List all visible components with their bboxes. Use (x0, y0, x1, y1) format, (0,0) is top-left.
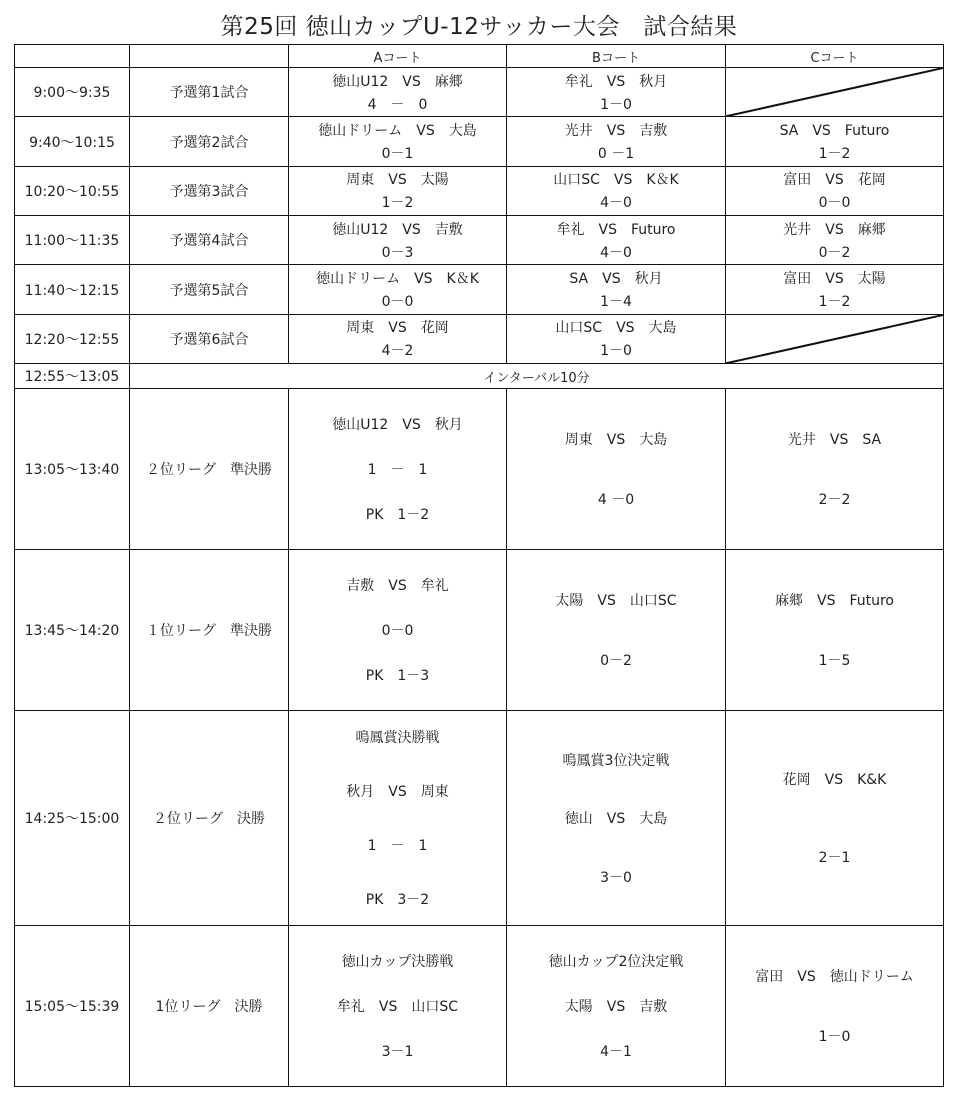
court-c-cell (726, 711, 944, 925)
match-line: 秋月 VS 周東 (346, 784, 449, 801)
court-a-cell (289, 925, 507, 1086)
match-line: 徳山U12 VS 吉敷 (332, 221, 463, 238)
court-a-cell (289, 216, 507, 265)
page-title: 第25回 徳山カップU-12サッカー大会 試合結果 (220, 14, 738, 40)
court-b-cell (507, 711, 726, 925)
match-line: 1－0 (600, 96, 632, 113)
court-a-cell (289, 265, 507, 314)
round-cell: ２位リーグ 決勝 (130, 711, 289, 925)
match-line: 吉敷 VS 牟礼 (346, 578, 449, 595)
round-cell: 1位リーグ 決勝 (130, 925, 289, 1086)
match-line: 花岡 VS K&K (782, 772, 887, 789)
match-line: 鳴鳳賞3位決定戦 (562, 752, 670, 769)
match-line: 4 －0 (597, 492, 635, 509)
match-line: 1－2 (818, 294, 851, 311)
header-court-a: Aコート (289, 45, 507, 68)
court-a-cell (289, 117, 507, 166)
match-line: 麻郷 VS Futuro (775, 593, 894, 610)
match-line: 0－3 (381, 244, 414, 261)
court-a-cell (289, 166, 507, 215)
round-cell: 予選第3試合 (130, 166, 289, 215)
court-b-cell (507, 166, 726, 215)
match-line: 3－0 (600, 869, 632, 886)
results-table (14, 44, 944, 1087)
final-row (15, 550, 944, 711)
court-b-cell (507, 265, 726, 314)
match-line: 太陽 VS 吉敷 (564, 998, 668, 1015)
court-b-cell (507, 68, 726, 117)
court-b-cell (507, 314, 726, 363)
match-line: 1 － 1 (367, 838, 428, 855)
match-line: 徳山カップ決勝戦 (341, 953, 454, 970)
round-cell: 予選第6試合 (130, 314, 289, 363)
court-c-cell-empty (726, 68, 944, 117)
time-cell: 13:05～13:40 (15, 389, 130, 550)
match-line: 0－0 (381, 294, 414, 311)
match-line: 0 －1 (597, 146, 635, 163)
final-row (15, 925, 944, 1086)
match-line: 光井 VS 麻郷 (783, 221, 886, 238)
match-line: 太陽 VS 山口SC (555, 593, 677, 610)
match-line: 1－4 (600, 294, 632, 311)
court-c-cell-empty (726, 314, 944, 363)
match-line: PK 3－2 (365, 892, 430, 909)
court-b-cell (507, 550, 726, 711)
match-line: 2－1 (818, 850, 851, 867)
match-line: 光井 VS 吉敷 (564, 123, 668, 140)
interval-row (15, 364, 944, 389)
match-line: 牟礼 VS Futuro (556, 221, 676, 238)
match-row (15, 117, 944, 166)
match-line: 1－0 (818, 1028, 851, 1045)
match-line: 1 － 1 (367, 462, 428, 479)
match-line: 光井 VS SA (787, 432, 882, 449)
match-line: 1－0 (600, 343, 632, 360)
court-b-cell (507, 389, 726, 550)
diagonal-slash (726, 68, 943, 116)
match-row (15, 314, 944, 363)
header-time (15, 45, 130, 68)
round-cell: 予選第2試合 (130, 117, 289, 166)
time-cell: 12:20～12:55 (15, 314, 130, 363)
round-cell: ２位リーグ 準決勝 (130, 389, 289, 550)
match-line: 0－2 (600, 653, 632, 670)
header-court-b: Bコート (507, 45, 726, 68)
header-row (15, 45, 944, 68)
match-line: 徳山U12 VS 麻郷 (332, 73, 463, 90)
court-c-cell (726, 550, 944, 711)
match-line: 富田 VS 徳山ドリーム (755, 968, 914, 985)
court-b-cell (507, 216, 726, 265)
time-cell: 11:40～12:15 (15, 265, 130, 314)
match-row (15, 216, 944, 265)
match-line: PK 1－3 (365, 668, 430, 685)
time-cell: 9:40～10:15 (15, 117, 130, 166)
match-line: 4－2 (381, 343, 414, 360)
match-line: PK 1－2 (365, 507, 430, 524)
time-cell: 11:00～11:35 (15, 216, 130, 265)
match-line: 4－0 (600, 195, 632, 212)
court-c-cell (726, 216, 944, 265)
match-line: 山口SC VS K＆K (553, 172, 679, 189)
time-cell: 14:25～15:00 (15, 711, 130, 925)
time-cell: 10:20～10:55 (15, 166, 130, 215)
court-a-cell (289, 711, 507, 925)
interval-cell: インターバル10分 (130, 364, 944, 389)
match-line: 周東 VS 太陽 (346, 172, 449, 189)
diagonal-slash (726, 315, 943, 363)
court-a-cell (289, 389, 507, 550)
match-line: SA VS Futuro (779, 123, 890, 140)
court-b-cell (507, 117, 726, 166)
time-cell: 12:55～13:05 (15, 364, 130, 389)
final-row (15, 711, 944, 925)
court-b-cell (507, 925, 726, 1086)
header-match (130, 45, 289, 68)
court-a-cell (289, 68, 507, 117)
match-line: 牟礼 VS 山口SC (336, 998, 459, 1015)
round-cell: 予選第1試合 (130, 68, 289, 117)
match-line: 0－0 (818, 195, 851, 212)
match-line: 山口SC VS 大島 (555, 320, 677, 337)
match-line: 4－0 (600, 244, 632, 261)
court-c-cell (726, 265, 944, 314)
match-line: 富田 VS 太陽 (783, 271, 886, 288)
round-cell: 予選第4試合 (130, 216, 289, 265)
match-line: 徳山 VS 大島 (564, 811, 668, 828)
final-row (15, 389, 944, 550)
match-line: 徳山ドリーム VS K＆K (316, 271, 479, 288)
court-c-cell (726, 166, 944, 215)
match-line: 2－2 (818, 492, 851, 509)
match-line: 0－1 (381, 146, 414, 163)
match-line: 周東 VS 花岡 (346, 320, 449, 337)
court-a-cell (289, 550, 507, 711)
round-cell: １位リーグ 準決勝 (130, 550, 289, 711)
court-a-cell (289, 314, 507, 363)
time-cell: 13:45～14:20 (15, 550, 130, 711)
match-line: 周東 VS 大島 (564, 432, 668, 449)
match-line: 0－2 (818, 244, 851, 261)
match-line: 徳山ドリーム VS 大島 (318, 123, 477, 140)
time-cell: 15:05～15:39 (15, 925, 130, 1086)
match-line: 0－0 (381, 623, 414, 640)
match-line: 富田 VS 花岡 (783, 172, 886, 189)
match-row (15, 166, 944, 215)
match-line: 1－2 (381, 195, 414, 212)
court-c-cell (726, 389, 944, 550)
match-line: 4－1 (600, 1043, 632, 1060)
match-line: 牟礼 VS 秋月 (564, 73, 668, 90)
match-line: 3－1 (381, 1043, 414, 1060)
court-c-cell (726, 117, 944, 166)
match-line: SA VS 秋月 (569, 271, 663, 288)
match-line: 1－5 (818, 653, 851, 670)
header-court-c: Cコート (726, 45, 944, 68)
match-line: 徳山カップ2位決定戦 (548, 953, 684, 970)
match-line: 4 － 0 (367, 96, 428, 113)
match-row (15, 265, 944, 314)
round-cell: 予選第5試合 (130, 265, 289, 314)
time-cell: 9:00～9:35 (15, 68, 130, 117)
court-c-cell (726, 925, 944, 1086)
match-line: 徳山U12 VS 秋月 (332, 417, 463, 434)
match-line: 1－2 (818, 146, 851, 163)
match-row (15, 68, 944, 117)
match-line: 鳴鳳賞決勝戦 (355, 730, 440, 747)
